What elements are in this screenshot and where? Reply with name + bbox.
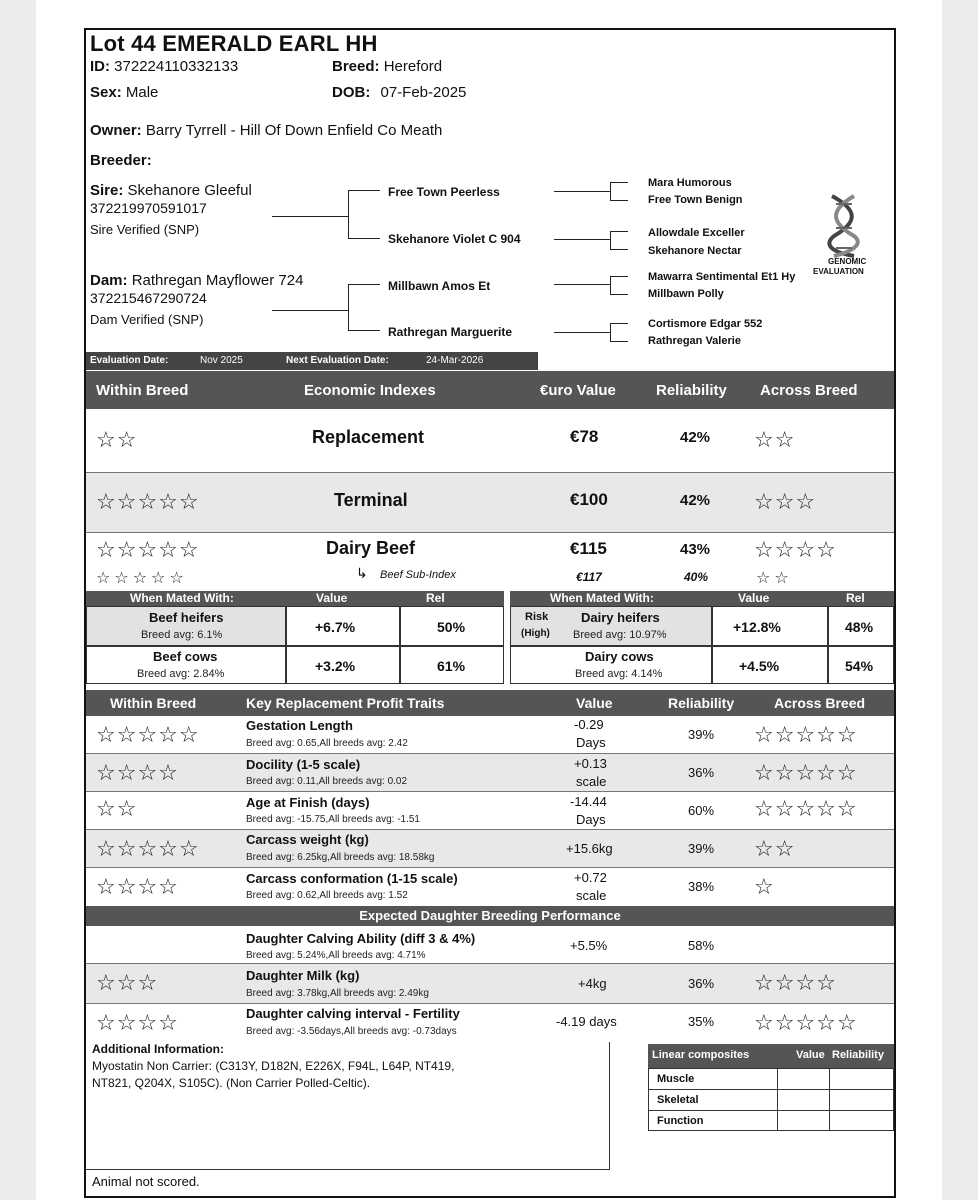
mating-value: +3.2%	[315, 658, 356, 674]
pedigree-line	[610, 249, 628, 250]
additional-text-line1: Myostatin Non Carrier: (C313Y, D182N, E226X, F94L, L64P, NT419,	[92, 1059, 455, 1073]
pedigree-line	[610, 323, 628, 324]
col-euro-value: €uro Value	[540, 382, 616, 399]
within-breed-stars: ☆☆☆☆	[96, 760, 179, 785]
trait-unit: scale	[576, 888, 607, 903]
sire-name: Skehanore Gleeful	[127, 182, 252, 199]
trait-reliability: 36%	[688, 765, 715, 780]
trait-unit: scale	[576, 774, 607, 789]
additional-text-line2: NT821, Q204X, S105C). (Non Carrier Polled-Celtic).	[92, 1076, 371, 1090]
trait-value: +5.5%	[570, 938, 608, 953]
trait-avg: Breed avg: 0.65,All breeds avg: 2.42	[246, 738, 408, 749]
subindex-arrow-icon: ↳	[356, 565, 368, 581]
col-traits: Key Replacement Profit Traits	[246, 695, 445, 711]
trait-reliability: 36%	[688, 976, 715, 991]
rel-header: Rel	[846, 591, 865, 605]
across-breed-stars: ☆☆☆☆	[754, 970, 837, 995]
mating-rel-cell	[828, 606, 894, 646]
trait-name: Carcass conformation (1-15 scale)	[246, 871, 458, 886]
linear-row	[649, 1069, 893, 1090]
subindex-value: €117	[576, 570, 602, 584]
mating-name-cell	[86, 646, 286, 684]
index-row-terminal	[86, 473, 894, 533]
mating-right-header	[510, 591, 894, 606]
within-breed-stars: ☆☆☆☆☆	[96, 489, 200, 514]
col-value: Value	[576, 695, 613, 711]
trait-value: -0.29	[574, 717, 604, 732]
trait-name: Daughter Milk (kg)	[246, 968, 360, 983]
sire-verified: Sire Verified (SNP)	[90, 222, 200, 237]
sire-dam: Skehanore Violet C 904	[388, 232, 521, 246]
index-reliability: 42%	[680, 492, 711, 509]
evaluation-certificate	[84, 28, 896, 1198]
mating-value: +4.5%	[739, 658, 780, 674]
trait-value: +0.13	[574, 756, 607, 771]
pedigree-line	[272, 216, 348, 217]
trait-name: Docility (1-5 scale)	[246, 757, 361, 772]
pedigree-line	[554, 332, 610, 333]
eval-date-label: Evaluation Date:	[90, 355, 169, 366]
trait-unit: Days	[576, 812, 606, 827]
mating-name-cell	[510, 606, 712, 646]
index-reliability: 43%	[680, 541, 711, 558]
trait-reliability: 60%	[688, 803, 715, 818]
pedigree-line	[554, 239, 610, 240]
mating-value: +12.8%	[733, 619, 781, 635]
pedigree-line	[610, 231, 628, 232]
pedigree-line	[610, 276, 628, 277]
dam-name: Rathregan Mayflower 724	[131, 272, 304, 289]
dam-label: Dam:	[90, 272, 128, 289]
owner-label: Owner:	[90, 122, 142, 139]
trait-name: Daughter calving interval - Fertility	[246, 1006, 460, 1021]
sex-row	[90, 84, 158, 101]
pedigree-line	[610, 323, 611, 341]
sex-value: Male	[125, 84, 159, 101]
next-eval-value: 24-Mar-2026	[426, 355, 484, 366]
mating-name-cell	[510, 646, 712, 684]
trait-avg: Breed avg: -15.75,All breeds avg: -1.51	[246, 814, 420, 825]
linear-header	[648, 1044, 894, 1068]
across-breed-stars: ☆☆☆☆☆	[754, 796, 858, 821]
sire-id: 372219970591017	[90, 200, 207, 216]
rel-header: Rel	[426, 591, 445, 605]
across-breed-stars: ☆☆☆☆☆	[754, 722, 858, 747]
trait-row	[86, 830, 894, 868]
pedigree-line	[348, 330, 380, 331]
index-row-dairy-beef	[86, 533, 894, 591]
index-row-replacement	[86, 409, 894, 473]
mating-avg: Breed avg: 4.14%	[575, 668, 663, 680]
index-name: Replacement	[312, 427, 425, 447]
col-within-breed: Within Breed	[96, 382, 189, 399]
id-row	[90, 58, 238, 75]
within-breed-stars: ☆☆☆	[96, 970, 159, 995]
within-breed-stars: ☆☆☆☆☆	[96, 722, 200, 747]
col-across-breed: Across Breed	[774, 695, 866, 711]
mating-name: Dairy heifers	[581, 610, 660, 625]
across-breed-stars: ☆☆☆☆☆	[754, 760, 858, 785]
daughter-band	[86, 906, 894, 926]
linear-table	[648, 1068, 894, 1131]
daughter-row	[86, 964, 894, 1004]
linear-name: Muscle	[657, 1073, 695, 1085]
sex-label: Sex:	[90, 84, 122, 101]
mating-rel: 48%	[845, 619, 874, 635]
sire-label: Sire:	[90, 182, 124, 199]
ggp-name: Allowdale Exceller	[648, 227, 745, 239]
linear-row	[649, 1090, 893, 1111]
daughter-band-title: Expected Daughter Breeding Performance	[359, 908, 621, 923]
dam-id: 372215467290724	[90, 290, 207, 306]
mating-rel: 61%	[437, 658, 466, 674]
linear-col-name: Linear composites	[652, 1049, 750, 1061]
index-value: €115	[570, 539, 607, 558]
risk-level: (High)	[521, 628, 550, 639]
trait-avg: Breed avg: 6.25kg,All breeds avg: 18.58kg	[246, 852, 435, 863]
mating-name-cell	[86, 606, 286, 646]
within-breed-stars: ☆☆☆☆	[96, 874, 179, 899]
evaluation-date-bar	[86, 352, 538, 370]
trait-value: -14.44	[570, 794, 607, 809]
mated-with-header: When Mated With:	[550, 591, 654, 605]
pedigree-line	[610, 200, 628, 201]
breed-row	[332, 58, 442, 75]
trait-row	[86, 792, 894, 830]
dam-verified: Dam Verified (SNP)	[90, 312, 204, 327]
sire-sire: Free Town Peerless	[388, 185, 500, 199]
within-breed-stars: ☆☆☆☆☆	[96, 537, 200, 562]
across-breed-stars: ☆☆☆☆☆	[754, 1010, 858, 1035]
next-eval-label: Next Evaluation Date:	[286, 355, 389, 366]
trait-row	[86, 754, 894, 792]
trait-reliability: 39%	[688, 727, 715, 742]
index-reliability: 42%	[680, 429, 711, 446]
value-header: Value	[316, 591, 348, 605]
trait-value: +0.72	[574, 870, 607, 885]
daughter-row	[86, 926, 894, 964]
across-breed-stars: ☆☆☆	[754, 489, 817, 514]
dob-value: 07-Feb-2025	[380, 84, 467, 101]
within-breed-stars: ☆☆	[96, 796, 138, 821]
col-within-breed: Within Breed	[110, 695, 197, 711]
pedigree-line	[348, 284, 349, 330]
pedigree-line	[610, 341, 628, 342]
within-breed-stars: ☆☆☆☆	[96, 1010, 179, 1035]
ggp-name: Cortismore Edgar 552	[648, 318, 763, 330]
evaluation-label: EVALUATION	[813, 267, 864, 276]
mating-value-cell	[712, 606, 828, 646]
mating-avg: Breed avg: 10.97%	[573, 629, 667, 641]
mating-avg: Breed avg: 2.84%	[137, 668, 225, 680]
animal-not-scored: Animal not scored.	[92, 1174, 200, 1189]
ggp-name: Mawarra Sentimental Et1 Hy	[648, 271, 796, 283]
trait-name: Age at Finish (days)	[246, 795, 370, 810]
lot-title: Lot 44 EMERALD EARL HH	[90, 31, 378, 56]
trait-value: -4.19 days	[556, 1014, 617, 1029]
pedigree-line	[610, 231, 611, 249]
mating-name: Beef cows	[153, 649, 218, 664]
subindex-name: Beef Sub-Index	[380, 569, 456, 581]
linear-divider	[829, 1069, 830, 1130]
eval-date-value: Nov 2025	[200, 355, 243, 366]
id-label: ID:	[90, 58, 110, 75]
trait-name: Daughter Calving Ability (diff 3 & 4%)	[246, 931, 476, 946]
mating-value-cell	[286, 646, 400, 684]
value-header: Value	[738, 591, 770, 605]
trait-value: +15.6kg	[566, 841, 613, 856]
genomic-label: GENOMIC	[828, 257, 867, 266]
mating-value-cell	[712, 646, 828, 684]
dam-row	[90, 272, 303, 289]
across-breed-stars: ☆☆☆☆	[754, 537, 837, 562]
trait-avg: Breed avg: 5.24%,All breeds avg: 4.71%	[246, 950, 426, 961]
subindex-across-stars: ☆☆	[756, 570, 793, 587]
dna-icon	[824, 192, 864, 258]
index-value: €78	[570, 427, 599, 446]
mating-rel-cell	[400, 646, 504, 684]
mating-name: Beef heifers	[149, 610, 224, 625]
pedigree-line	[610, 294, 628, 295]
col-across-breed: Across Breed	[760, 382, 858, 399]
trait-value: +4kg	[578, 976, 607, 991]
pedigree-line	[272, 310, 348, 311]
trait-avg: Breed avg: -3.56days,All breeds avg: -0.73days	[246, 1026, 457, 1037]
col-economic-indexes: Economic Indexes	[304, 382, 436, 399]
trait-name: Gestation Length	[246, 718, 353, 733]
risk-label: Risk	[525, 611, 549, 623]
ggp-name: Mara Humorous	[648, 177, 732, 189]
additional-info-box	[86, 1042, 610, 1170]
pedigree-line	[348, 238, 380, 239]
linear-col-value: Value	[796, 1049, 825, 1061]
trait-row	[86, 716, 894, 754]
within-breed-stars: ☆☆	[96, 427, 138, 452]
across-breed-stars: ☆	[754, 874, 775, 899]
breed-value: Hereford	[383, 58, 443, 75]
mating-value: +6.7%	[315, 619, 356, 635]
index-name: Dairy Beef	[326, 538, 416, 558]
traits-header	[86, 690, 894, 716]
dob-label: DOB:	[332, 84, 371, 101]
pedigree-line	[610, 276, 611, 294]
mating-name: Dairy cows	[585, 649, 654, 664]
within-breed-stars: ☆☆☆☆☆	[96, 836, 200, 861]
col-reliability: Reliability	[668, 695, 735, 711]
pedigree-line	[554, 284, 610, 285]
mating-value-cell	[286, 606, 400, 646]
trait-avg: Breed avg: 3.78kg,All breeds avg: 2.49kg	[246, 988, 429, 999]
linear-col-reliability: Reliability	[832, 1049, 884, 1061]
linear-divider	[777, 1069, 778, 1130]
mating-rel: 50%	[437, 619, 466, 635]
ggp-name: Skehanore Nectar	[648, 245, 742, 257]
dam-dam: Rathregan Marguerite	[388, 325, 513, 339]
pedigree-line	[348, 284, 380, 285]
mating-rel: 54%	[845, 658, 874, 674]
subindex-within-stars: ☆☆☆☆☆	[96, 570, 188, 587]
trait-reliability: 39%	[688, 841, 715, 856]
mating-rel-cell	[828, 646, 894, 684]
ggp-name: Free Town Benign	[648, 194, 743, 206]
mated-with-header: When Mated With:	[130, 591, 234, 605]
pedigree-line	[554, 191, 610, 192]
dam-sire: Millbawn Amos Et	[388, 279, 491, 293]
breeder-label: Breeder:	[90, 152, 152, 169]
linear-name: Function	[657, 1115, 704, 1127]
pedigree-line	[348, 190, 380, 191]
owner-value: Barry Tyrrell - Hill Of Down Enfield Co Meath	[145, 122, 443, 139]
trait-reliability: 38%	[688, 879, 715, 894]
trait-unit: Days	[576, 735, 606, 750]
linear-row	[649, 1111, 893, 1131]
mating-left-header	[86, 591, 504, 606]
pedigree-line	[610, 182, 628, 183]
trait-row	[86, 868, 894, 906]
index-name: Terminal	[334, 490, 408, 510]
mating-avg: Breed avg: 6.1%	[141, 629, 223, 641]
trait-name: Carcass weight (kg)	[246, 832, 369, 847]
owner-row	[90, 122, 442, 139]
additional-label: Additional Information:	[92, 1042, 224, 1056]
across-breed-stars: ☆☆	[754, 427, 796, 452]
mating-rel-cell	[400, 606, 504, 646]
across-breed-stars: ☆☆	[754, 836, 796, 861]
economic-header	[86, 371, 894, 409]
trait-reliability: 35%	[688, 1014, 715, 1029]
trait-avg: Breed avg: 0.11,All breeds avg: 0.02	[246, 776, 408, 787]
ggp-name: Rathregan Valerie	[648, 335, 741, 347]
trait-reliability: 58%	[688, 938, 715, 953]
index-value: €100	[570, 490, 608, 509]
pedigree-line	[610, 182, 611, 200]
subindex-reliability: 40%	[684, 570, 709, 584]
sire-row	[90, 182, 252, 199]
ggp-name: Millbawn Polly	[648, 288, 724, 300]
daughter-row	[86, 1004, 894, 1042]
col-reliability: Reliability	[656, 382, 727, 399]
linear-name: Skeletal	[657, 1094, 699, 1106]
breed-label: Breed:	[332, 58, 380, 75]
trait-avg: Breed avg: 0.62,All breeds avg: 1.52	[246, 890, 408, 901]
id-value: 372224110332133	[114, 58, 239, 75]
pedigree-line	[348, 190, 349, 238]
dob-row	[332, 84, 466, 101]
